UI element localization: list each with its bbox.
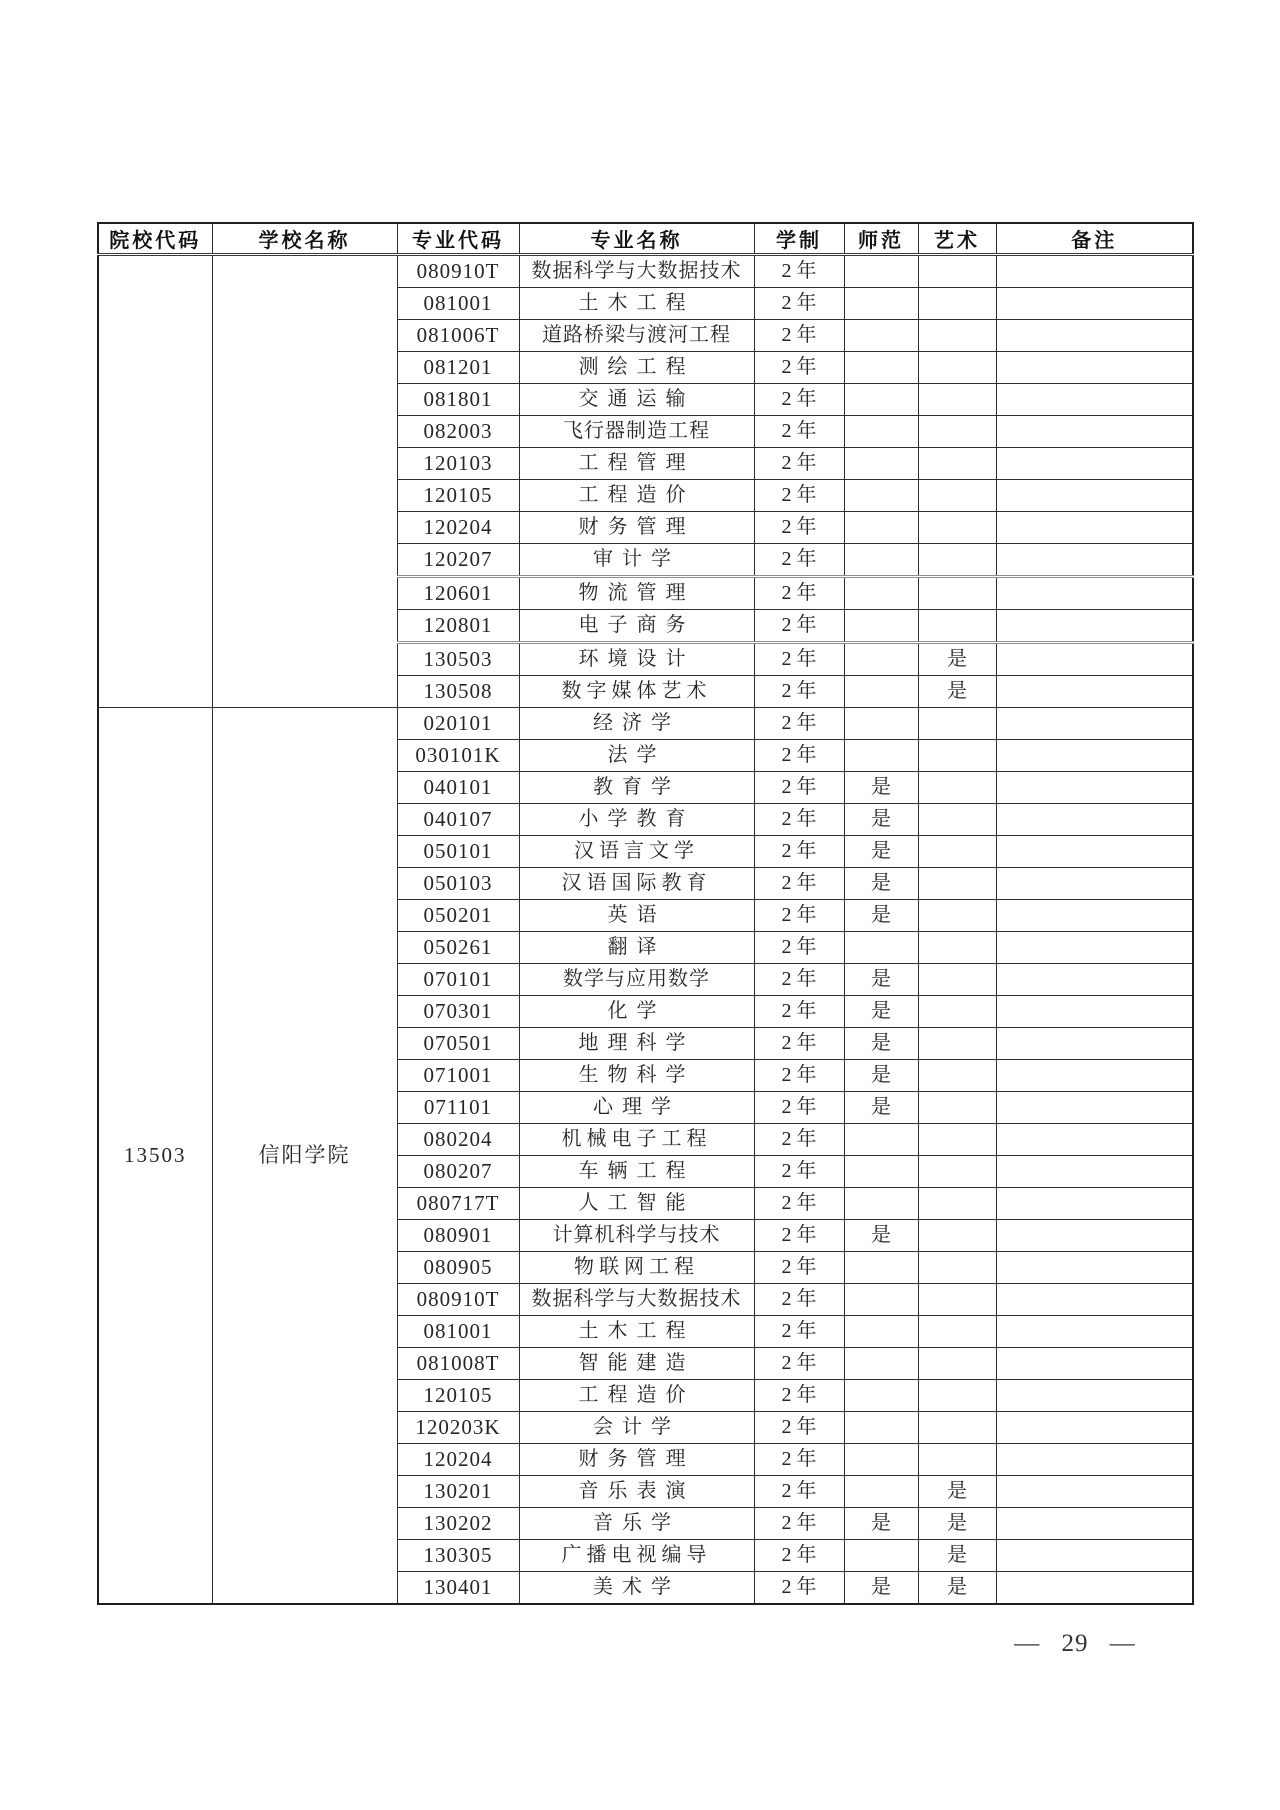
- art-flag-cell: [918, 868, 996, 900]
- major-code-cell: 120204: [397, 512, 519, 544]
- art-flag-cell: 是: [918, 1572, 996, 1605]
- duration-cell: 2 年: [754, 577, 844, 610]
- duration-cell: 2 年: [754, 255, 844, 288]
- normal-flag-cell: [844, 512, 918, 544]
- art-flag-cell: [918, 1060, 996, 1092]
- note-cell: [996, 1540, 1193, 1572]
- note-cell: [996, 544, 1193, 577]
- art-flag-cell: 是: [918, 1476, 996, 1508]
- major-code-cell: 080901: [397, 1220, 519, 1252]
- note-cell: [996, 1028, 1193, 1060]
- major-name-cell: 法学: [519, 740, 754, 772]
- duration-cell: 2 年: [754, 964, 844, 996]
- major-name-cell: 人工智能: [519, 1188, 754, 1220]
- normal-flag-cell: 是: [844, 996, 918, 1028]
- duration-cell: 2 年: [754, 676, 844, 708]
- major-code-cell: 120601: [397, 577, 519, 610]
- note-cell: [996, 480, 1193, 512]
- major-code-cell: 130401: [397, 1572, 519, 1605]
- note-cell: [996, 676, 1193, 708]
- duration-cell: 2 年: [754, 1476, 844, 1508]
- header-cell-note: 备注: [996, 223, 1193, 255]
- note-cell: [996, 996, 1193, 1028]
- duration-cell: 2 年: [754, 900, 844, 932]
- normal-flag-cell: 是: [844, 868, 918, 900]
- major-code-cell: 081001: [397, 1316, 519, 1348]
- major-code-cell: 040107: [397, 804, 519, 836]
- major-code-cell: 050261: [397, 932, 519, 964]
- note-cell: [996, 1316, 1193, 1348]
- art-flag-cell: [918, 772, 996, 804]
- normal-flag-cell: 是: [844, 1092, 918, 1124]
- major-code-cell: 082003: [397, 416, 519, 448]
- art-flag-cell: [918, 320, 996, 352]
- major-name-cell: 会计学: [519, 1412, 754, 1444]
- note-cell: [996, 1284, 1193, 1316]
- duration-cell: 2 年: [754, 1220, 844, 1252]
- normal-flag-cell: 是: [844, 804, 918, 836]
- normal-flag-cell: 是: [844, 1060, 918, 1092]
- art-flag-cell: 是: [918, 1508, 996, 1540]
- note-cell: [996, 448, 1193, 480]
- normal-flag-cell: [844, 577, 918, 610]
- duration-cell: 2 年: [754, 384, 844, 416]
- art-flag-cell: 是: [918, 643, 996, 676]
- duration-cell: 2 年: [754, 932, 844, 964]
- art-flag-cell: [918, 1156, 996, 1188]
- normal-flag-cell: [844, 1476, 918, 1508]
- normal-flag-cell: [844, 1412, 918, 1444]
- art-flag-cell: [918, 996, 996, 1028]
- art-flag-cell: [918, 1348, 996, 1380]
- major-code-cell: 070101: [397, 964, 519, 996]
- header-cell-major-code: 专业代码: [397, 223, 519, 255]
- note-cell: [996, 804, 1193, 836]
- major-name-cell: 测绘工程: [519, 352, 754, 384]
- note-cell: [996, 384, 1193, 416]
- major-code-cell: 081801: [397, 384, 519, 416]
- duration-cell: 2 年: [754, 288, 844, 320]
- major-code-cell: 130202: [397, 1508, 519, 1540]
- art-flag-cell: [918, 512, 996, 544]
- duration-cell: 2 年: [754, 804, 844, 836]
- major-name-cell: 英语: [519, 900, 754, 932]
- normal-flag-cell: [844, 1188, 918, 1220]
- major-code-cell: 071001: [397, 1060, 519, 1092]
- major-name-cell: 翻译: [519, 932, 754, 964]
- duration-cell: 2 年: [754, 1444, 844, 1476]
- art-flag-cell: [918, 1188, 996, 1220]
- duration-cell: 2 年: [754, 1028, 844, 1060]
- major-code-cell: 130201: [397, 1476, 519, 1508]
- major-code-cell: 080207: [397, 1156, 519, 1188]
- major-name-cell: 经济学: [519, 708, 754, 740]
- major-name-cell: 道路桥梁与渡河工程: [519, 320, 754, 352]
- normal-flag-cell: 是: [844, 1572, 918, 1605]
- duration-cell: 2 年: [754, 1412, 844, 1444]
- note-cell: [996, 1444, 1193, 1476]
- normal-flag-cell: [844, 1540, 918, 1572]
- art-flag-cell: [918, 1092, 996, 1124]
- note-cell: [996, 1188, 1193, 1220]
- note-cell: [996, 1348, 1193, 1380]
- major-code-cell: 080905: [397, 1252, 519, 1284]
- note-cell: [996, 772, 1193, 804]
- major-name-cell: 工程造价: [519, 480, 754, 512]
- art-flag-cell: [918, 1284, 996, 1316]
- note-cell: [996, 1124, 1193, 1156]
- art-flag-cell: [918, 1028, 996, 1060]
- art-flag-cell: [918, 1124, 996, 1156]
- school-name-cell: 信阳学院: [212, 708, 397, 1605]
- normal-flag-cell: 是: [844, 772, 918, 804]
- art-flag-cell: [918, 288, 996, 320]
- normal-flag-cell: [844, 1284, 918, 1316]
- major-name-cell: 工程管理: [519, 448, 754, 480]
- normal-flag-cell: 是: [844, 964, 918, 996]
- normal-flag-cell: 是: [844, 900, 918, 932]
- major-code-cell: 080910T: [397, 255, 519, 288]
- note-cell: [996, 352, 1193, 384]
- normal-flag-cell: [844, 676, 918, 708]
- major-code-cell: 120105: [397, 1380, 519, 1412]
- normal-flag-cell: [844, 480, 918, 512]
- note-cell: [996, 643, 1193, 676]
- major-code-cell: 120203K: [397, 1412, 519, 1444]
- art-flag-cell: [918, 1444, 996, 1476]
- major-name-cell: 地理科学: [519, 1028, 754, 1060]
- duration-cell: 2 年: [754, 512, 844, 544]
- major-code-cell: 081201: [397, 352, 519, 384]
- art-flag-cell: [918, 740, 996, 772]
- major-name-cell: 物联网工程: [519, 1252, 754, 1284]
- major-name-cell: 生物科学: [519, 1060, 754, 1092]
- duration-cell: 2 年: [754, 1092, 844, 1124]
- major-name-cell: 土木工程: [519, 288, 754, 320]
- major-code-cell: 070501: [397, 1028, 519, 1060]
- normal-flag-cell: [844, 610, 918, 643]
- table-header-row: [98, 223, 1193, 255]
- note-cell: [996, 255, 1193, 288]
- normal-flag-cell: [844, 384, 918, 416]
- header-cell-duration: 学制: [754, 223, 844, 255]
- major-name-cell: 心理学: [519, 1092, 754, 1124]
- major-code-cell: 070301: [397, 996, 519, 1028]
- note-cell: [996, 1572, 1193, 1605]
- art-flag-cell: [918, 610, 996, 643]
- major-name-cell: 智能建造: [519, 1348, 754, 1380]
- duration-cell: 2 年: [754, 1540, 844, 1572]
- note-cell: [996, 320, 1193, 352]
- note-cell: [996, 288, 1193, 320]
- duration-cell: 2 年: [754, 1284, 844, 1316]
- note-cell: [996, 1220, 1193, 1252]
- note-cell: [996, 1156, 1193, 1188]
- art-flag-cell: [918, 544, 996, 577]
- duration-cell: 2 年: [754, 772, 844, 804]
- note-cell: [996, 512, 1193, 544]
- major-name-cell: 广播电视编导: [519, 1540, 754, 1572]
- art-flag-cell: [918, 900, 996, 932]
- duration-cell: 2 年: [754, 320, 844, 352]
- note-cell: [996, 836, 1193, 868]
- art-flag-cell: [918, 1220, 996, 1252]
- major-name-cell: 数据科学与大数据技术: [519, 255, 754, 288]
- normal-flag-cell: [844, 352, 918, 384]
- major-code-cell: 120105: [397, 480, 519, 512]
- major-name-cell: 物流管理: [519, 577, 754, 610]
- note-cell: [996, 610, 1193, 643]
- art-flag-cell: [918, 352, 996, 384]
- art-flag-cell: [918, 577, 996, 610]
- major-name-cell: 交通运输: [519, 384, 754, 416]
- school-code-cell: [98, 255, 212, 708]
- duration-cell: 2 年: [754, 1348, 844, 1380]
- art-flag-cell: [918, 708, 996, 740]
- normal-flag-cell: 是: [844, 1220, 918, 1252]
- note-cell: [996, 1412, 1193, 1444]
- art-flag-cell: [918, 1252, 996, 1284]
- art-flag-cell: [918, 932, 996, 964]
- major-code-cell: 081001: [397, 288, 519, 320]
- major-name-cell: 土木工程: [519, 1316, 754, 1348]
- duration-cell: 2 年: [754, 708, 844, 740]
- major-code-cell: 020101: [397, 708, 519, 740]
- duration-cell: 2 年: [754, 610, 844, 643]
- major-name-cell: 财务管理: [519, 1444, 754, 1476]
- page-number: — 29 —: [1014, 1630, 1136, 1657]
- art-flag-cell: [918, 1380, 996, 1412]
- duration-cell: 2 年: [754, 352, 844, 384]
- note-cell: [996, 1092, 1193, 1124]
- major-code-cell: 050103: [397, 868, 519, 900]
- major-code-cell: 081006T: [397, 320, 519, 352]
- major-code-cell: 030101K: [397, 740, 519, 772]
- major-code-cell: 130503: [397, 643, 519, 676]
- duration-cell: 2 年: [754, 416, 844, 448]
- major-code-cell: 071101: [397, 1092, 519, 1124]
- duration-cell: 2 年: [754, 1124, 844, 1156]
- duration-cell: 2 年: [754, 643, 844, 676]
- normal-flag-cell: 是: [844, 1028, 918, 1060]
- art-flag-cell: [918, 480, 996, 512]
- major-name-cell: 化学: [519, 996, 754, 1028]
- major-code-cell: 050201: [397, 900, 519, 932]
- normal-flag-cell: [844, 1124, 918, 1156]
- art-flag-cell: [918, 384, 996, 416]
- normal-flag-cell: [844, 740, 918, 772]
- major-name-cell: 数字媒体艺术: [519, 676, 754, 708]
- major-name-cell: 音乐表演: [519, 1476, 754, 1508]
- school-code-cell: 13503: [98, 708, 212, 1605]
- major-name-cell: 数学与应用数学: [519, 964, 754, 996]
- major-code-cell: 130508: [397, 676, 519, 708]
- note-cell: [996, 900, 1193, 932]
- header-cell-school-code: 院校代码: [98, 223, 212, 255]
- duration-cell: 2 年: [754, 1188, 844, 1220]
- duration-cell: 2 年: [754, 1252, 844, 1284]
- normal-flag-cell: [844, 448, 918, 480]
- header-cell-art: 艺术: [918, 223, 996, 255]
- note-cell: [996, 1476, 1193, 1508]
- normal-flag-cell: [844, 643, 918, 676]
- note-cell: [996, 964, 1193, 996]
- duration-cell: 2 年: [754, 868, 844, 900]
- major-name-cell: 飞行器制造工程: [519, 416, 754, 448]
- normal-flag-cell: [844, 1348, 918, 1380]
- note-cell: [996, 868, 1193, 900]
- major-name-cell: 美术学: [519, 1572, 754, 1605]
- duration-cell: 2 年: [754, 480, 844, 512]
- normal-flag-cell: [844, 708, 918, 740]
- duration-cell: 2 年: [754, 1380, 844, 1412]
- major-code-cell: 040101: [397, 772, 519, 804]
- normal-flag-cell: [844, 288, 918, 320]
- art-flag-cell: 是: [918, 676, 996, 708]
- major-code-cell: 080717T: [397, 1188, 519, 1220]
- duration-cell: 2 年: [754, 1316, 844, 1348]
- major-name-cell: 机械电子工程: [519, 1124, 754, 1156]
- major-name-cell: 音乐学: [519, 1508, 754, 1540]
- duration-cell: 2 年: [754, 836, 844, 868]
- major-code-cell: 130305: [397, 1540, 519, 1572]
- duration-cell: 2 年: [754, 996, 844, 1028]
- note-cell: [996, 1508, 1193, 1540]
- major-name-cell: 财务管理: [519, 512, 754, 544]
- normal-flag-cell: [844, 1252, 918, 1284]
- major-name-cell: 环境设计: [519, 643, 754, 676]
- note-cell: [996, 1380, 1193, 1412]
- art-flag-cell: [918, 416, 996, 448]
- duration-cell: 2 年: [754, 1508, 844, 1540]
- note-cell: [996, 1252, 1193, 1284]
- normal-flag-cell: [844, 1316, 918, 1348]
- major-name-cell: 教育学: [519, 772, 754, 804]
- note-cell: [996, 932, 1193, 964]
- major-name-cell: 计算机科学与技术: [519, 1220, 754, 1252]
- majors-table: [97, 222, 1194, 1605]
- major-name-cell: 汉语国际教育: [519, 868, 754, 900]
- duration-cell: 2 年: [754, 740, 844, 772]
- normal-flag-cell: 是: [844, 1508, 918, 1540]
- art-flag-cell: [918, 964, 996, 996]
- duration-cell: 2 年: [754, 448, 844, 480]
- major-name-cell: 工程造价: [519, 1380, 754, 1412]
- normal-flag-cell: [844, 320, 918, 352]
- art-flag-cell: 是: [918, 1540, 996, 1572]
- major-name-cell: 数据科学与大数据技术: [519, 1284, 754, 1316]
- major-name-cell: 审计学: [519, 544, 754, 577]
- major-name-cell: 电子商务: [519, 610, 754, 643]
- art-flag-cell: [918, 804, 996, 836]
- art-flag-cell: [918, 1316, 996, 1348]
- art-flag-cell: [918, 1412, 996, 1444]
- header-cell-school-name: 学校名称: [212, 223, 397, 255]
- art-flag-cell: [918, 255, 996, 288]
- normal-flag-cell: 是: [844, 836, 918, 868]
- art-flag-cell: [918, 836, 996, 868]
- duration-cell: 2 年: [754, 1156, 844, 1188]
- note-cell: [996, 740, 1193, 772]
- duration-cell: 2 年: [754, 1060, 844, 1092]
- normal-flag-cell: [844, 1444, 918, 1476]
- art-flag-cell: [918, 448, 996, 480]
- major-code-cell: 120207: [397, 544, 519, 577]
- normal-flag-cell: [844, 932, 918, 964]
- major-name-cell: 汉语言文学: [519, 836, 754, 868]
- school-name-cell: [212, 255, 397, 708]
- header-cell-major-name: 专业名称: [519, 223, 754, 255]
- major-code-cell: 050101: [397, 836, 519, 868]
- table-row: [98, 708, 1193, 740]
- major-code-cell: 120103: [397, 448, 519, 480]
- major-code-cell: 080204: [397, 1124, 519, 1156]
- major-name-cell: 小学教育: [519, 804, 754, 836]
- major-code-cell: 120204: [397, 1444, 519, 1476]
- major-code-cell: 080910T: [397, 1284, 519, 1316]
- note-cell: [996, 577, 1193, 610]
- header-cell-normal: 师范: [844, 223, 918, 255]
- normal-flag-cell: [844, 1156, 918, 1188]
- note-cell: [996, 1060, 1193, 1092]
- major-code-cell: 081008T: [397, 1348, 519, 1380]
- note-cell: [996, 708, 1193, 740]
- major-name-cell: 车辆工程: [519, 1156, 754, 1188]
- major-code-cell: 120801: [397, 610, 519, 643]
- duration-cell: 2 年: [754, 1572, 844, 1605]
- normal-flag-cell: [844, 544, 918, 577]
- normal-flag-cell: [844, 255, 918, 288]
- duration-cell: 2 年: [754, 544, 844, 577]
- table-row: [98, 255, 1193, 288]
- note-cell: [996, 416, 1193, 448]
- normal-flag-cell: [844, 416, 918, 448]
- normal-flag-cell: [844, 1380, 918, 1412]
